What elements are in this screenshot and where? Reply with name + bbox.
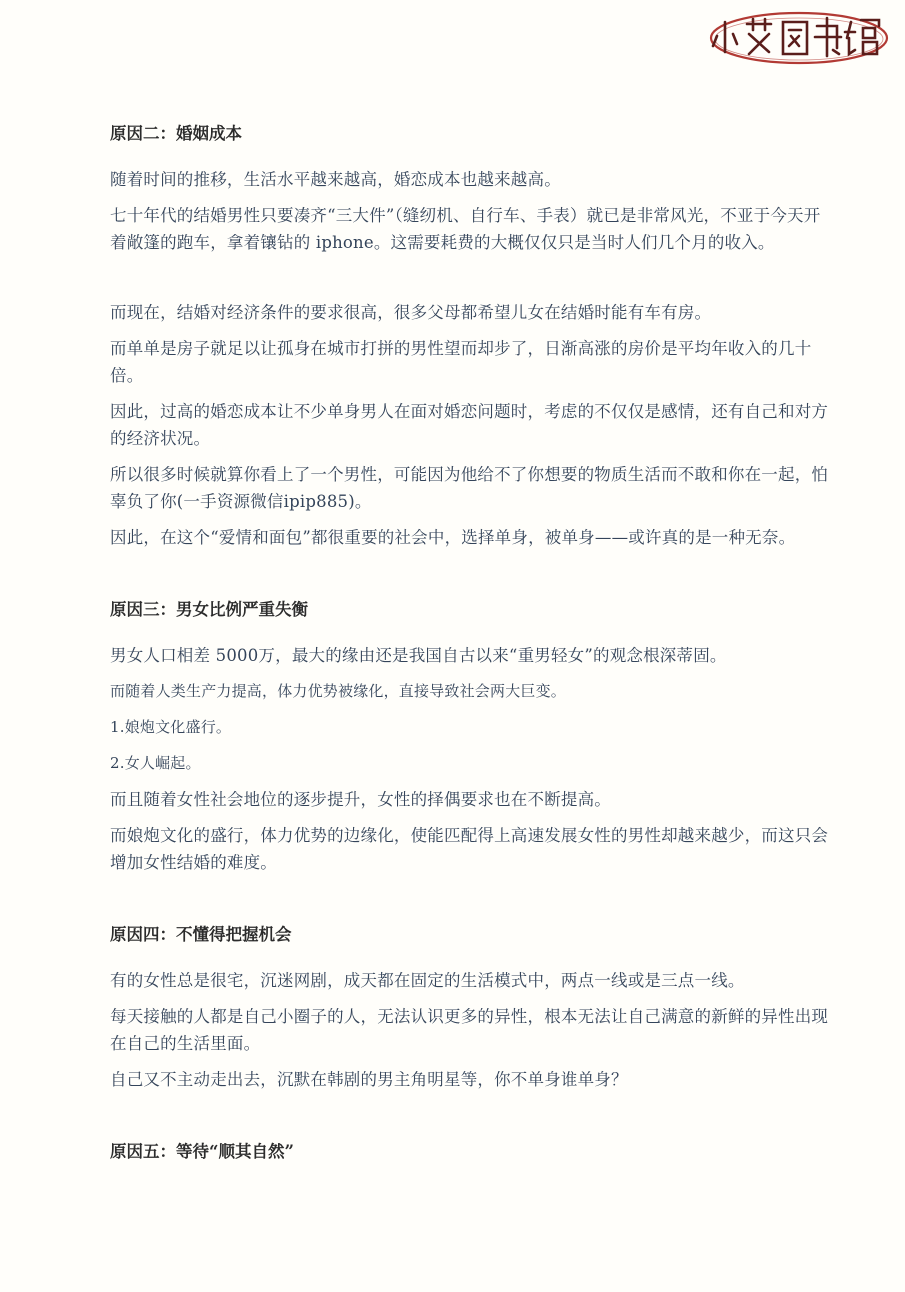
list-item: 2.女人崛起。: [110, 754, 201, 772]
section-reason-four: [110, 921, 830, 1093]
paragraph: 随着时间的推移，生活水平越来越高，婚恋成本也越来越高。: [110, 170, 561, 189]
section-heading: 原因二：婚姻成本: [110, 124, 242, 143]
section-heading: 原因五：等待“顺其自然”: [110, 1142, 294, 1161]
list-item: 1.娘炮文化盛行。: [110, 718, 232, 736]
article-body: [110, 120, 830, 1184]
paragraph: 七十年代的结婚男性只要凑齐“三大件”（缝纫机、自行车、手表）就已是非常风光，不亚于今天开着敞篷的跑车，拿着镶钻的 iphone。这需要耗费的大概仅仅只是当时人们几个月的收入。: [110, 206, 821, 252]
section-reason-three: [110, 596, 830, 876]
paragraph: 所以很多时候就算你看上了一个男性，可能因为他给不了你想要的物质生活而不敢和你在一起，怕辜负了你(一手资源微信ipip885)。: [110, 465, 829, 511]
paragraph: 因此，在这个“爱情和面包”都很重要的社会中，选择单身，被单身——或许真的是一种无奈。: [110, 528, 796, 547]
paragraph: 自己又不主动走出去，沉默在韩剧的男主角明星等，你不单身谁单身？: [110, 1070, 628, 1089]
library-logo: [703, 8, 891, 68]
section-reason-five: [110, 1138, 830, 1166]
section-heading: 原因四：不懂得把握机会: [110, 925, 292, 944]
paragraph: 每天接触的人都是自己小圈子的人，无法认识更多的异性，根本无法让自己满意的新鲜的异性出现在自己的生活里面。: [110, 1007, 829, 1053]
paragraph: 而现在，结婚对经济条件的要求很高，很多父母都希望儿女在结婚时能有车有房。: [110, 303, 712, 322]
paragraph: 因此，过高的婚恋成本让不少单身男人在面对婚恋问题时，考虑的不仅仅是感情，还有自己和对方的经济状况。: [110, 402, 829, 448]
paragraph: 而且随着女性社会地位的逐步提升，女性的择偶要求也在不断提高。: [110, 790, 611, 809]
paragraph: 有的女性总是很宅，沉迷网剧，成天都在固定的生活模式中，两点一线或是三点一线。: [110, 971, 745, 990]
section-heading: 原因三：男女比例严重失衡: [110, 600, 308, 619]
library-logo-seal: [703, 8, 891, 68]
section-reason-two: [110, 120, 830, 551]
paragraph: 而随着人类生产力提高，体力优势被缘化，直接导致社会两大巨变。: [110, 682, 567, 700]
paragraph: 而娘炮文化的盛行，体力优势的边缘化，使能匹配得上高速发展女性的男性却越来越少，而这只会增加女性结婚的难度。: [110, 826, 829, 872]
paragraph: 男女人口相差 5000万，最大的缘由还是我国自古以来“重男轻女”的观念根深蒂固。: [110, 646, 727, 665]
paragraph: 而单单是房子就足以让孤身在城市打拼的男性望而却步了，日渐高涨的房价是平均年收入的几十倍。: [110, 339, 812, 385]
